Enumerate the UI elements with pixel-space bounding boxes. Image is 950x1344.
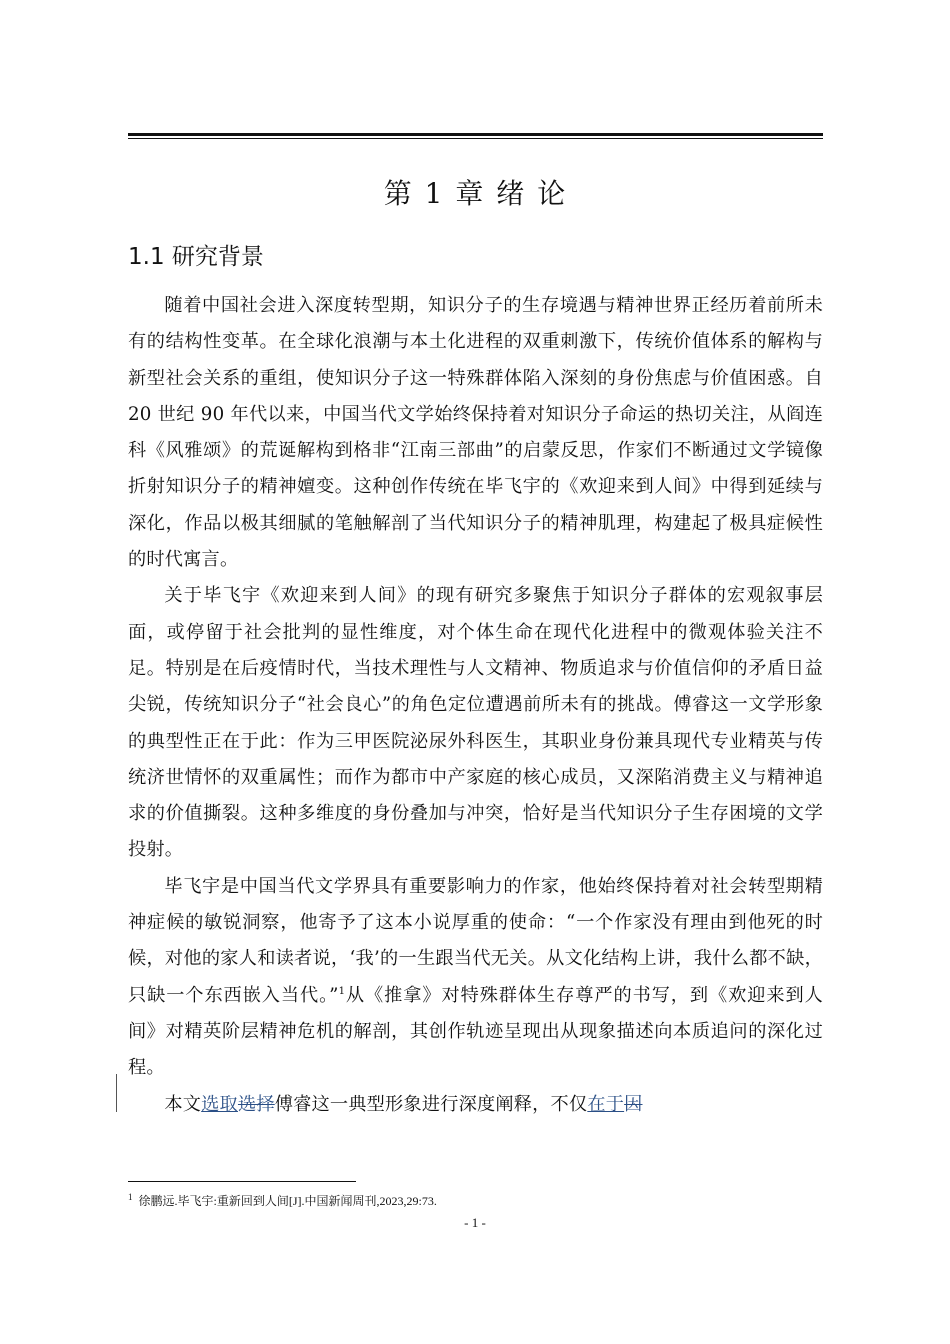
footnote-separator: [128, 1181, 356, 1182]
body-text: [128, 288, 823, 1123]
tracked-deletion[interactable]: 选择: [237, 1093, 275, 1115]
paragraph-3-text-a: 毕飞宇是中国当代文学界具有重要影响力的作家，他始终保持着对社会转型期精神症候的敏锐洞察，他寄予了这本小说厚重的使命：“一个作家没有理由到他死的时候，对他的家人和读者说，‘我’的一生跟当代无关。从文化结构上讲，我什么都不缺，只缺一个东西嵌入当代。”: [128, 875, 823, 1006]
paragraph-4: [128, 1087, 823, 1123]
tracked-deletion[interactable]: 因: [624, 1093, 643, 1115]
tracked-insertion[interactable]: 选取: [201, 1093, 238, 1115]
paragraph-4-text-a: 本文: [164, 1093, 202, 1115]
paragraph-3: [128, 869, 823, 1087]
footnote-reference[interactable]: 1: [338, 985, 346, 997]
chapter-title: 第 1 章 绪 论: [383, 177, 568, 210]
tracked-insertion[interactable]: 在于: [587, 1093, 625, 1115]
header-rule-thin: [128, 138, 823, 139]
page-number: - 1 -: [464, 1215, 486, 1230]
footnote-mark: 1: [128, 1192, 133, 1202]
change-bar: [116, 1074, 117, 1112]
paragraph-2: 关于毕飞宇《欢迎来到人间》的现有研究多聚焦于知识分子群体的宏观叙事层面，或停留于社会批判的显性维度，对个体生命在现代化进程中的微观体验关注不足。特别是在后疫情时代，当技术理性与人文精神、物质追求与价值信仰的矛盾日益尖锐，传统知识分子“社会良心”的角色定位遭遇前所未有的挑战。傅睿这一文学形象的典型性正在于此：作为三甲医院泌尿外科医生，其职业身份兼具现代专业精英与传统济世情怀的双重属性；而作为都市中产家庭的核心成员，又深陷消费主义与精神追求的价值撕裂。这种多维度的身份叠加与冲突，恰好是当代知识分子生存困境的文学投射。: [128, 585, 823, 861]
paragraph-1: 随着中国社会进入深度转型期，知识分子的生存境遇与精神世界正经历着前所未有的结构性变革。在全球化浪潮与本土化进程的双重刺激下，传统价值体系的解构与新型社会关系的重组，使知识分子这一特殊群体陷入深刻的身份焦虑与价值困惑。自 20 世纪 90 年代以来，中国当代文学始终保持着对知识分子命运的热切关注，从阎连科《风雅颂》的荒诞解构到格非“江南三部曲”的启蒙反思，作家们不断通过文学镜像折射知识分子的精神嬗变。这种创作传统在毕飞宇的《欢迎来到人间》中得到延续与深化，作品以极其细腻的笔触解剖了当代知识分子的精神肌理，构建起了极具症候性的时代寓言。: [128, 295, 823, 571]
footnote: [128, 1192, 437, 1209]
header-rule-thick: [128, 133, 823, 136]
paragraph-4-text-b: 傅睿这一典型形象进行深度阐释，不仅: [274, 1093, 588, 1115]
paragraph-3-text-b: 从《推拿》对特殊群体生存尊严的书写，到《欢迎来到人间》对精英阶层精神危机的解剖，其创作轨迹呈现出从现象描述向本质追问的深化过程。: [128, 984, 823, 1079]
section-title: 1.1 研究背景: [128, 244, 264, 270]
footnote-text: 徐鹏远.毕飞宇:重新回到人间[J].中国新闻周刊,2023,29:73.: [138, 1194, 437, 1208]
